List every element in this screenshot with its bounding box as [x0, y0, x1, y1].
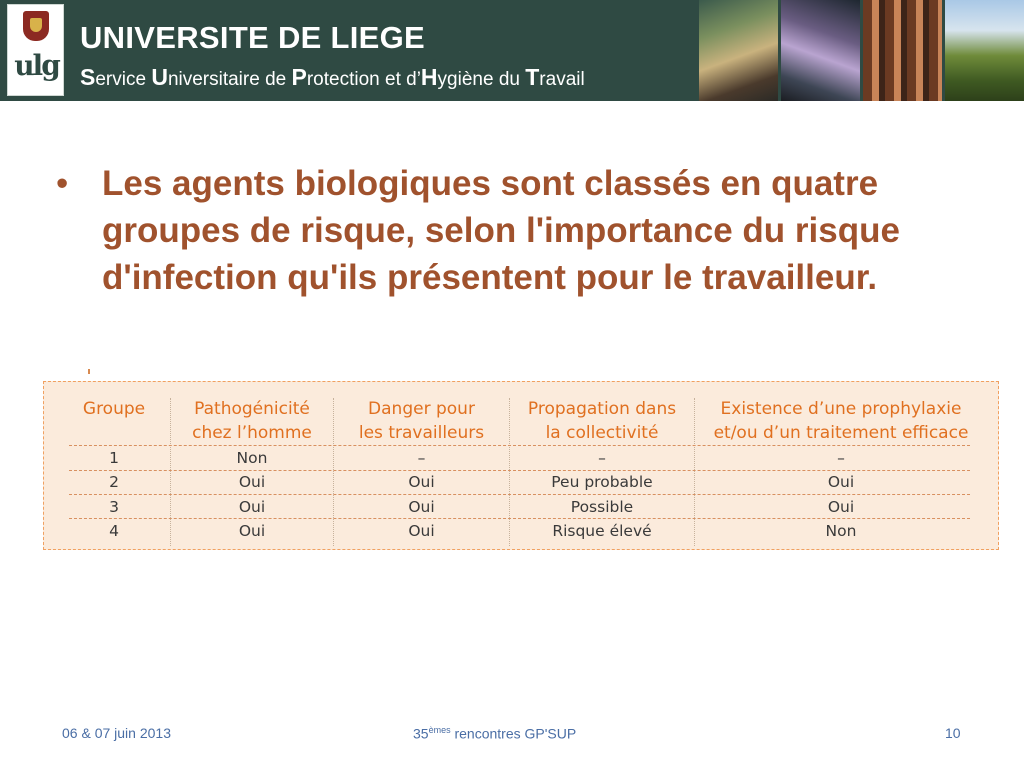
campus-building-image	[945, 0, 1024, 101]
row-divider	[69, 518, 970, 519]
cell-prophylaxie: –	[837, 449, 845, 467]
subtitle-part: niversitaire de	[167, 69, 292, 90]
cell-pathogenicite: Oui	[238, 498, 266, 516]
row-divider	[69, 494, 970, 495]
cell-propagation: Risque élevé	[552, 522, 652, 540]
column-divider	[170, 398, 171, 546]
cell-groupe: 4	[109, 522, 119, 540]
cell-prophylaxie: Oui	[827, 498, 855, 516]
header-line: la collectivité	[545, 423, 659, 443]
cell-propagation: Possible	[570, 498, 634, 516]
event-superscript: èmes	[428, 725, 451, 735]
cell-pathogenicite: Oui	[238, 473, 266, 491]
laboratory-gloves-image	[781, 0, 860, 101]
table-mark	[88, 369, 90, 374]
lab-photo-image	[699, 0, 778, 101]
university-title: UNIVERSITE DE LIEGE	[80, 20, 426, 55]
subtitle-part: ygiène du	[437, 69, 526, 90]
bullet-text: Les agents biologiques sont classés en quatre groupes de risque, selon l'importance du risque d'infection qu'ils présentent pour le travailleur.	[102, 164, 900, 297]
crest-icon	[23, 11, 49, 41]
footer-event	[413, 725, 576, 742]
column-divider	[333, 398, 334, 546]
header-line: Danger pour	[368, 399, 475, 419]
cell-propagation: –	[598, 449, 606, 467]
row-divider	[69, 445, 970, 446]
header-danger	[335, 397, 508, 445]
cell-danger: Oui	[408, 522, 435, 540]
event-name: rencontres GP'SUP	[450, 725, 577, 742]
event-number: 35	[413, 725, 429, 742]
header-line: les travailleurs	[358, 423, 485, 443]
subtitle-part: ravail	[539, 69, 585, 90]
subtitle-cap: U	[151, 64, 168, 90]
column-divider	[509, 398, 510, 546]
header-line: Propagation dans	[527, 399, 677, 419]
header-propagation	[511, 397, 693, 445]
header-line: chez l’homme	[192, 423, 312, 443]
page-number: 10	[945, 725, 961, 741]
cell-prophylaxie: Oui	[827, 473, 855, 491]
subtitle-cap: P	[291, 64, 307, 90]
subtitle-part: rotection et d’	[306, 69, 421, 90]
subtitle-cap: H	[420, 64, 438, 90]
cell-propagation: Peu probable	[551, 473, 653, 491]
header-line: Groupe	[82, 399, 146, 419]
cell-danger: Oui	[408, 498, 435, 516]
risk-group-table	[43, 381, 999, 550]
subtitle-cap: S	[80, 64, 96, 90]
subtitle-cap: T	[525, 64, 540, 90]
cell-pathogenicite: Oui	[238, 522, 266, 540]
photo-strip	[699, 0, 1024, 101]
header-line: Pathogénicité	[194, 399, 310, 419]
logo-mark: ulg	[14, 49, 59, 82]
cell-groupe: 3	[109, 498, 119, 516]
university-logo[interactable]	[7, 4, 64, 96]
column-divider	[694, 398, 695, 546]
header-prophylaxie	[696, 397, 986, 445]
header-groupe	[69, 397, 159, 421]
bullet-icon: •	[56, 164, 69, 203]
subtitle-part: ervice	[95, 69, 152, 90]
cell-danger: Oui	[408, 473, 435, 491]
header-pathogenicite	[172, 397, 332, 445]
cell-pathogenicite: Non	[236, 449, 268, 467]
footer-date: 06 & 07 juin 2013	[62, 725, 171, 741]
header-line: Existence d’une prophylaxie	[720, 399, 962, 419]
cell-groupe: 2	[109, 473, 119, 491]
cell-danger: –	[417, 449, 426, 467]
cell-prophylaxie: Non	[825, 522, 857, 540]
bullet-point	[56, 160, 976, 301]
service-subtitle	[80, 64, 585, 91]
header-line: et/ou d’un traitement efficace	[713, 423, 969, 443]
lecture-hall-image	[863, 0, 942, 101]
cell-groupe: 1	[109, 449, 119, 467]
header-banner	[0, 0, 1024, 101]
row-divider	[69, 470, 970, 471]
